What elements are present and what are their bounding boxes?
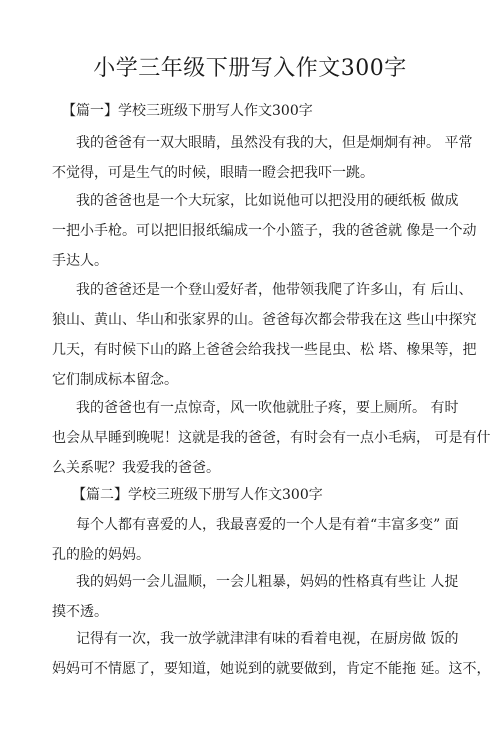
paragraph-line: 我的爸爸也是一个大玩家，比如说他可以把没用的硬纸板 做成 [76,193,459,209]
paragraph-line: 孔的脸的妈妈。 [52,547,150,563]
paragraph-line: 我的妈妈一会儿温顺，一会儿粗暴，妈妈的性格真有些让 人捉 [76,574,459,590]
paragraph-line: 摸不透。 [52,604,108,620]
paragraph-line: 它们制成标本留念。 [52,372,178,388]
paragraph-line: 我的爸爸还是一个登山爱好者，他带领我爬了许多山，有 后山、 [76,282,473,298]
paragraph-line: 记得有一次，我一放学就津津有味的看着电视，在厨房做 饭的 [76,631,459,647]
section-2-paragraph-1 [52,515,458,565]
paragraph-line: 狼山、黄山、华山和张家界的山。爸爸每次都会带我在这 些山中探究 [52,312,477,328]
paragraph-line: 手达人。 [52,253,108,269]
title-text: 小学三年级下册写入作文300字 [93,56,407,81]
section-heading-1: 【篇一】学校三班级下册写人作文300字 [62,103,313,119]
paragraph-line: 每个人都有喜爱的人，我最喜爱的一个人是有着“丰富多变” 面 [76,517,459,533]
section-2-paragraph-3 [52,629,491,679]
paragraph-line: 一把小手枪。可以把旧报纸编成一个小篮子，我的爸爸就 像是一个动 [52,223,477,239]
section-2-paragraph-2 [52,572,458,622]
document-title [0,54,500,84]
paragraph-line: 几天，有时候下山的路上爸爸会给我找一些昆虫、松 塔、橡果等，把 [52,342,477,358]
section-1-paragraph-4 [52,398,491,478]
section-heading-2: 【篇二】学校三班级下册写人作文300字 [72,487,323,503]
paragraph-line: 不觉得，可是生气的时候，眼睛一瞪会把我吓一跳。 [52,165,374,181]
paragraph-line: 妈妈可不情愿了，要知道，她说到的就要做到，肯定不能拖 延。这不， [52,661,491,677]
section-1-paragraph-3 [52,280,477,390]
section-1-paragraph-1 [52,133,473,183]
paragraph-line: 我的爸爸也有一点惊奇，风一吹他就肚子疼，要上厕所。 有时 [76,400,459,416]
section-1-paragraph-2 [52,191,477,271]
paragraph-line: 也会从早睡到晚呢！这就是我的爸爸，有时会有一点小毛病， 可是有什 [52,430,491,446]
paragraph-line: 么关系呢？我爱我的爸爸。 [52,460,220,476]
paragraph-line: 我的爸爸有一双大眼睛，虽然没有我的大，但是炯炯有神。 平常 [76,135,473,151]
